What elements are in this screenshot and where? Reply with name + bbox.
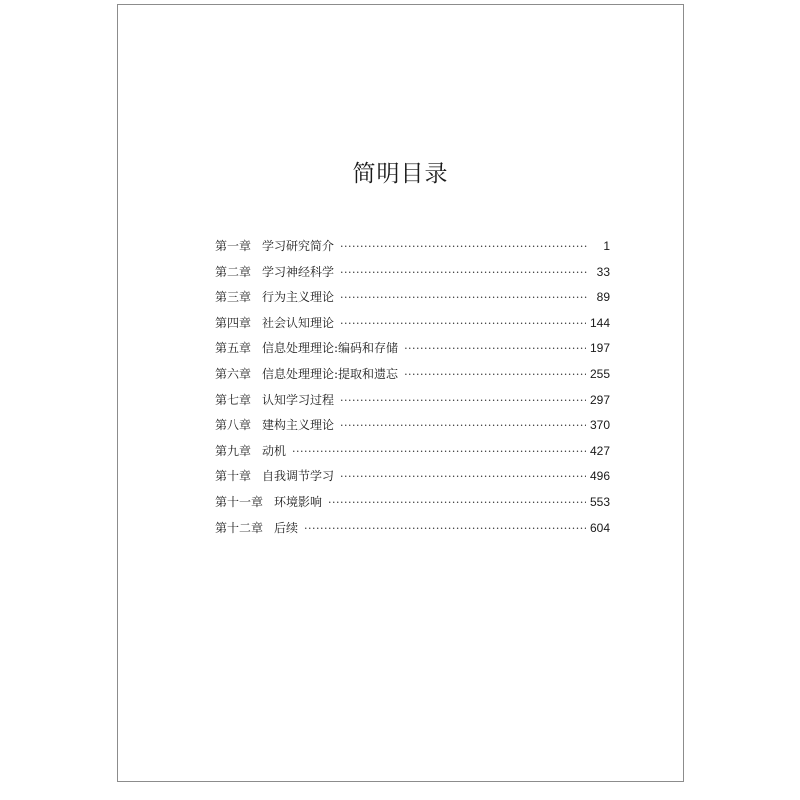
chapter-number: 第九章 [215, 443, 252, 458]
chapter-title: 学习神经科学 [262, 264, 335, 279]
page-number: 197 [589, 341, 610, 356]
dot-leader [404, 342, 586, 355]
chapter-number: 第七章 [215, 392, 252, 407]
toc-entry[interactable] [215, 391, 610, 417]
chapter-title: 社会认知理论 [262, 315, 335, 330]
toc-entry[interactable] [215, 339, 610, 365]
dot-leader [340, 419, 586, 432]
dot-leader [304, 522, 586, 535]
dot-leader [340, 291, 588, 304]
chapter-number: 第一章 [215, 239, 252, 253]
chapter-number: 第二章 [215, 264, 252, 279]
dot-leader [340, 266, 588, 279]
page-number: 553 [589, 494, 610, 509]
dot-leader [340, 394, 586, 407]
page-number: 297 [589, 392, 610, 407]
chapter-number: 第四章 [215, 315, 252, 330]
page-number: 370 [589, 418, 610, 433]
page-title: 简明目录 [352, 161, 449, 187]
page-number: 427 [589, 443, 610, 458]
chapter-number: 第六章 [215, 366, 252, 381]
chapter-title: 信息处理理论:编码和存储 [262, 341, 399, 356]
chapter-title: 动机 [262, 443, 287, 458]
toc-entry[interactable] [215, 288, 610, 314]
chapter-number: 第十章 [215, 469, 252, 484]
toc-entry[interactable] [215, 442, 610, 468]
chapter-title: 建构主义理论 [262, 418, 335, 433]
chapter-number: 第五章 [215, 341, 252, 356]
toc-entry[interactable] [215, 493, 610, 519]
toc-entry[interactable] [215, 365, 610, 391]
page-number: 604 [589, 520, 610, 535]
chapter-title: 后续 [274, 520, 299, 535]
toc-entry[interactable] [215, 314, 610, 340]
page-number: 255 [589, 366, 610, 381]
toc-entry[interactable] [215, 263, 610, 289]
chapter-title: 认知学习过程 [262, 392, 335, 407]
chapter-title: 自我调节学习 [262, 469, 335, 484]
dot-leader [340, 470, 586, 483]
chapter-title: 行为主义理论 [262, 290, 335, 305]
toc-entry[interactable] [215, 237, 610, 263]
page-number: 33 [596, 264, 610, 279]
page-number: 144 [589, 315, 610, 330]
page-number: 1 [603, 239, 610, 253]
toc-entry[interactable] [215, 519, 610, 545]
page-number: 496 [589, 469, 610, 484]
dot-leader [340, 317, 586, 330]
dot-leader [328, 496, 586, 509]
page-number: 89 [596, 290, 610, 305]
dot-leader [292, 445, 586, 458]
document-page [117, 4, 684, 782]
dot-leader [404, 368, 586, 381]
chapter-number: 第十二章 [215, 520, 264, 535]
chapter-number: 第十一章 [215, 494, 264, 509]
table-of-contents [215, 237, 610, 544]
chapter-title: 信息处理理论:提取和遗忘 [262, 366, 399, 381]
toc-entry[interactable] [215, 467, 610, 493]
toc-entry[interactable] [215, 416, 610, 442]
dot-leader [340, 240, 588, 253]
chapter-title: 学习研究简介 [262, 239, 335, 253]
chapter-number: 第三章 [215, 290, 252, 305]
chapter-title: 环境影响 [274, 494, 323, 509]
chapter-number: 第八章 [215, 418, 252, 433]
